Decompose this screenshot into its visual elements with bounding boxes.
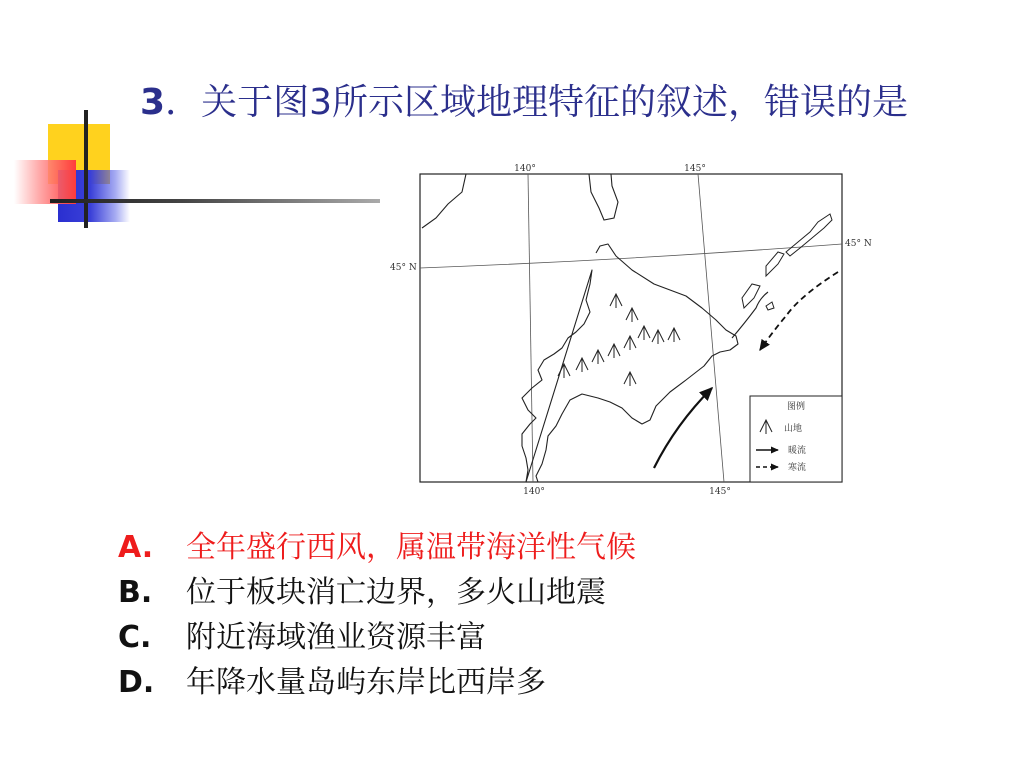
option-a-text: 全年盛行西风，属温带海洋性气候 [186, 530, 636, 565]
lon-label-top-140: 140° [514, 164, 536, 174]
decor-horizontal-line [50, 199, 380, 203]
answer-options [118, 525, 636, 705]
lat-label-right-45: 45° N [845, 239, 872, 249]
lat-label-left-45: 45° N [390, 263, 417, 273]
option-d[interactable] [118, 660, 636, 705]
option-a[interactable] [118, 525, 636, 570]
option-c-text: 附近海域渔业资源丰富 [186, 620, 486, 655]
question-title [140, 78, 990, 128]
question-number: 3 [140, 82, 166, 123]
legend-title: 图例 [786, 402, 806, 412]
decor-vertical-line [84, 110, 88, 228]
option-a-letter: A. [118, 530, 154, 565]
option-b[interactable] [118, 570, 636, 615]
legend-warm-current-label: 暖流 [788, 446, 807, 456]
option-c[interactable] [118, 615, 636, 660]
lon-label-bottom-145: 145° [709, 487, 731, 497]
option-d-text: 年降水量岛屿东岸比西岸多 [186, 665, 546, 700]
lon-label-top-145: 145° [684, 164, 706, 174]
option-c-letter: C. [118, 620, 152, 655]
lon-label-bottom-140: 140° [523, 487, 545, 497]
map-figure [386, 158, 876, 498]
option-b-letter: B. [118, 575, 153, 610]
option-b-text: 位于板块消亡边界，多火山地震 [186, 575, 606, 610]
option-d-letter: D. [118, 665, 155, 700]
decor-red-square [14, 160, 76, 204]
question-text: ．关于图3所示区域地理特征的叙述，错误的是 [165, 82, 908, 123]
legend-cold-current-label: 寒流 [788, 463, 807, 473]
map-legend [750, 396, 842, 482]
hokkaido-map [386, 158, 876, 498]
legend-mountain-label: 山地 [784, 424, 803, 434]
